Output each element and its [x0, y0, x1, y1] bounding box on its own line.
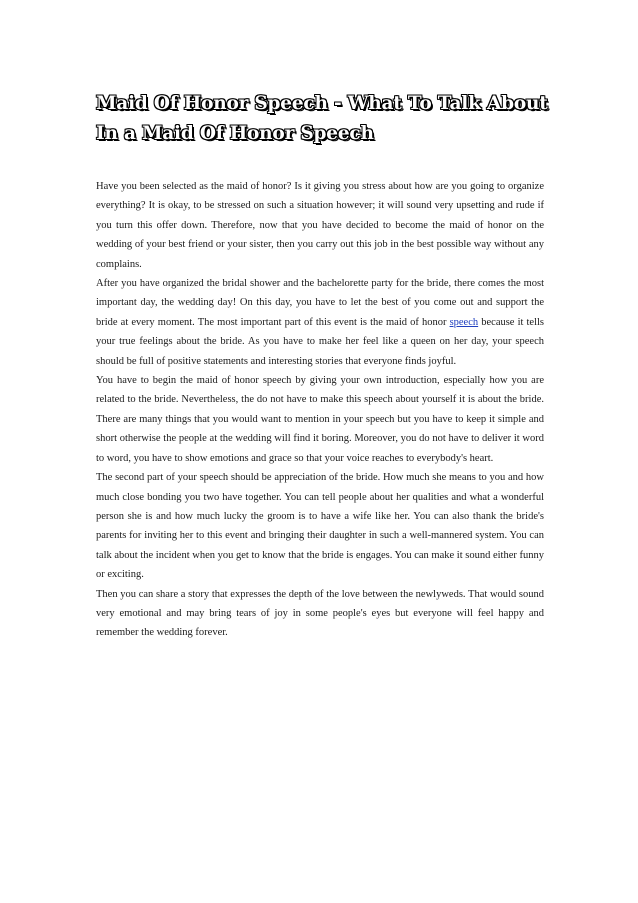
- paragraph-3: You have to begin the maid of honor speech by giving your own introduction, especially how you are related to the bride. Nevertheless, the do not have to make this speech about yourself it is about the bride. There are many things that you would want to mention in your speech but you have to keep it simple and short otherwise the people at the wedding will find it boring. Moreover, you do not have to deliver it word to word, you have to show emotions and grace so that your voice reaches to everybody's heart.: [96, 375, 544, 464]
- document-title: Maid Of Honor Speech - What To Talk About In a Maid Of Honor Speech: [96, 93, 548, 144]
- paragraph-1: Have you been selected as the maid of honor? Is it giving you stress about how are you going to organize everything? It is okay, to be stressed on such a situation however; it will sound very upsetting and rude if you turn this offer down. Therefore, now that you have decided to become the maid of honor on the wedding of your best friend or your sister, then you carry out this job in the best possible way without any complains.: [96, 181, 544, 270]
- document-body: [96, 177, 544, 643]
- paragraph-2: [96, 274, 544, 371]
- speech-link[interactable]: speech: [449, 316, 479, 328]
- paragraph-2-text-after-link: because it tells your true feelings about the bride. As you have to make her feel like a queen on her day, your speech should be full of positive statements and interesting stories that everyone finds joyful.: [96, 316, 545, 367]
- paragraph-5: Then you can share a story that expresses the depth of the love between the newlyweds. That would sound very emotional and may bring tears of joy in some people's eyes but everyone will feel happy and remember the wedding forever.: [96, 588, 544, 639]
- paragraph-2-text-before-link: After you have organized the bridal shower and the bachelorette party for the bride, there comes the most important day, the wedding day! On this day, you have to let the best of you come out and support the bride at every moment. The most important part of this event is the maid of honor: [96, 278, 544, 328]
- paragraph-4: The second part of your speech should be appreciation of the bride. How much she means to you and how much close bonding you two have together. You can tell people about her qualities and what a wonderful person she is and how much lucky the groom is to have a wife like her. You can also thank the bride's parents for inviting her to this event and bringing their daughter in such a well-mannered system. You can talk about the incident when you get to know that the bride is engages. You can make it sound either funny or exciting.: [96, 472, 544, 581]
